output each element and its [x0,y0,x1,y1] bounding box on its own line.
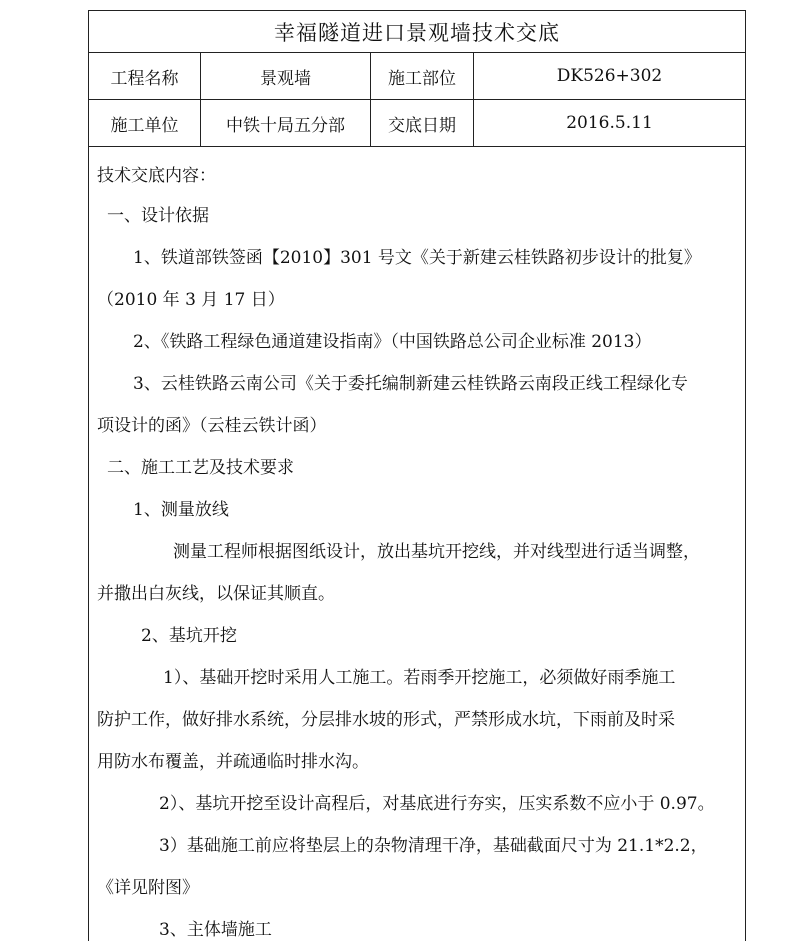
section-heading: 一、设计依据 [107,206,209,226]
paragraph-line: 2、《铁路工程绿色通道建设指南》（中国铁路总公司企业标准 2013） [133,332,652,352]
paragraph-line: 3）基础施工前应将垫层上的杂物清理干净，基础截面尺寸为 21.1*2.2， [159,836,708,856]
location-label: 施工部位 [371,53,474,99]
location-value: DK526+302 [556,66,663,86]
unit-label: 施工单位 [89,100,201,146]
form-title: 幸福隧道进口景观墙技术交底 [89,11,745,53]
subsection-heading: 2、基坑开挖 [141,626,237,646]
paragraph-line: 《详见附图》 [97,878,199,898]
paragraph-line: 项设计的函》（云桂云铁计函） [97,416,327,436]
date-value: 2016.5.11 [566,113,653,133]
content-heading: 技术交底内容： [97,166,216,186]
paragraph-line: 2）、基坑开挖至设计高程后，对基底进行夯实，压实系数不应小于 0.97。 [159,794,715,814]
paragraph-line: 3、云桂铁路云南公司《关于委托编制新建云桂铁路云南段正线工程绿化专 [133,374,688,394]
paragraph-line: 防护工作，做好排水系统，分层排水坡的形式，严禁形成水坑，下雨前及时采 [97,710,675,730]
unit-value: 中铁十局五分部 [201,100,371,146]
paragraph-line: 并撒出白灰线，以保证其顺直。 [97,584,335,604]
info-row-unit [89,100,745,147]
project-name-label: 工程名称 [89,53,201,99]
paragraph-line: 1）、基础开挖时采用人工施工。若雨季开挖施工，必须做好雨季施工 [163,668,676,688]
subsection-heading: 1、测量放线 [133,500,229,520]
project-name-value: 景观墙 [201,53,371,99]
paragraph-line: 测量工程师根据图纸设计，放出基坑开挖线，并对线型进行适当调整， [173,542,700,562]
paragraph-line: 1、铁道部铁签函【2010】301 号文《关于新建云桂铁路初步设计的批复》 [133,248,701,268]
disclosure-form [88,10,746,941]
date-label: 交底日期 [371,100,474,146]
paragraph-line: 用防水布覆盖，并疏通临时排水沟。 [97,752,369,772]
section-heading: 二、施工工艺及技术要求 [107,458,294,478]
info-row-project [89,53,745,100]
paragraph-line: （2010 年 3 月 17 日） [97,290,285,310]
subsection-heading: 3、主体墙施工 [159,920,272,940]
